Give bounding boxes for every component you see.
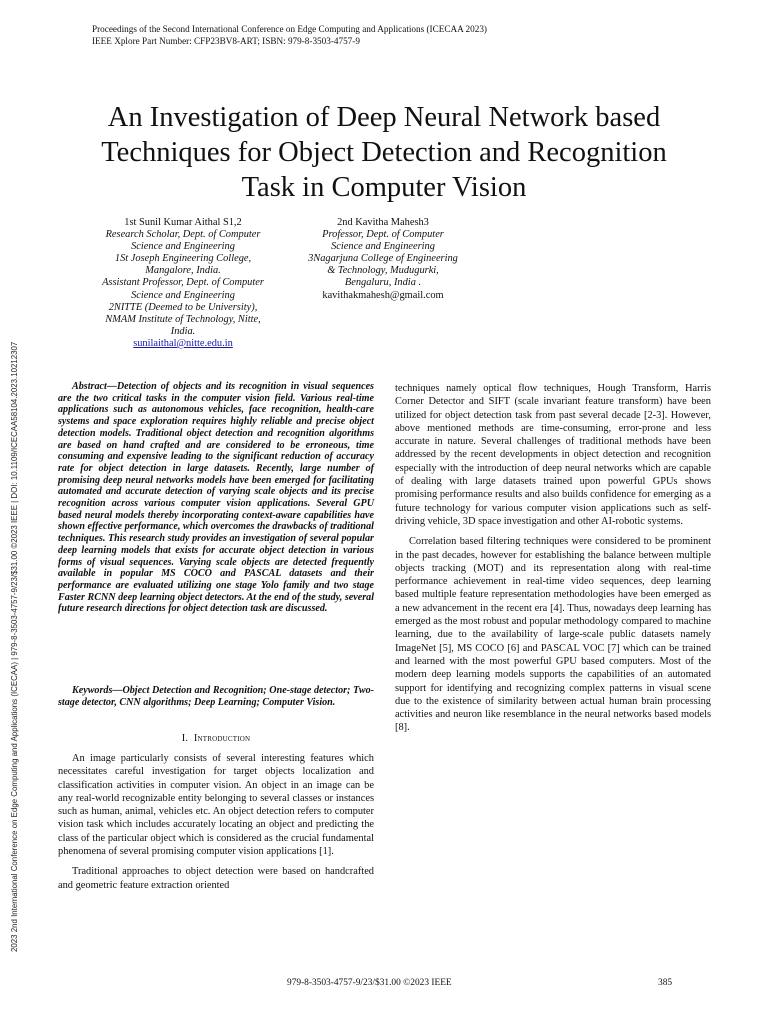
author-1-affiliation: 2NITTE (Deemed to be University), — [108, 301, 258, 313]
author-2-affiliation: Bengaluru, India . — [344, 277, 422, 289]
footer-copyright: 979-8-3503-4757-9/23/$31.00 ©2023 IEEE — [287, 978, 452, 988]
section-number: I. — [181, 733, 189, 744]
keywords-label: Keywords— — [72, 685, 123, 696]
author-2-name: 2nd Kavitha Mahesh3 — [337, 217, 429, 228]
author-1-affiliation: Science and Engineering — [131, 289, 235, 301]
conference-header — [92, 23, 487, 47]
author-2-affiliation: 3Nagarjuna College of Engineering — [308, 253, 458, 265]
author-1-name: 1st Sunil Kumar Aithal S1,2 — [124, 217, 242, 228]
title-line-1: An Investigation of Deep Neural Network based — [107, 102, 661, 133]
section-heading-introduction — [58, 733, 374, 744]
keywords — [58, 685, 374, 708]
paragraph: An image particularly consists of several interesting features which necessitates careful investigation for target objects localization and classification activities in computer vision. An object in an image can be any real-world recognizable entity belonging to several classes or instances such as human, animal, vehicles etc. An object detection refers to computer vision task which includes accurately locating an object and predicting the class of the particular object which is considered as the crucial fundamental phenomena of several promising computer vision applications [1]. — [58, 753, 374, 858]
author-1-affiliation: Science and Engineering — [131, 241, 235, 253]
author-1-affiliation: NMAM Institute of Technology, Nitte, — [105, 313, 261, 325]
paragraph: techniques namely optical flow techniques, Hough Transform, Harris Corner Detector and SIFT (scale invariant feature transform) have been utilized for object detection task from past several decade [2-3]. However, above mentioned methods are time-consuming, error-prone and less accurate in nature. Several challenges of traditional methods have been addressed by the recent developments in object detection and recognition especially with the introduction of deep neural networks which are capable of dealing with large datasets trained upon powerful GPUs shows promising performance results and also builds confidence for emerging as a future technology for various computer vision applications such as self-driving vehicle, 3D space investigation and other AI-robotic systems. — [395, 383, 711, 527]
author-2-affiliation: Science and Engineering — [331, 241, 435, 253]
left-column-body — [58, 752, 374, 892]
paragraph: Traditional approaches to object detection were based on handcrafted and geometric feature extraction oriented — [58, 866, 374, 891]
author-2-affiliation: & Technology, Mudugurki, — [327, 265, 439, 277]
author-1-affiliation: 1St Joseph Engineering College, — [114, 253, 252, 265]
doi-side-text: 2023 2nd International Conference on Edge Computing and Applications (ICECAA) | 979-8-3503-4757-9/23/$31.00 ©2023 IEEE | DOI: 10.1109/ICECAA58104.2023.10212307 — [10, 341, 19, 952]
title-line-2: Techniques for Object Detection and Recognition — [101, 137, 667, 168]
section-title: Introduction — [193, 733, 251, 744]
right-column-body — [395, 382, 711, 735]
author-2-block — [258, 217, 508, 302]
title-line-3: Task in Computer Vision — [241, 172, 527, 203]
page-number: 385 — [658, 978, 673, 988]
part-number-line: IEEE Xplore Part Number: CFP23BV8-ART; ISBN: 979-8-3503-4757-9 — [92, 36, 360, 46]
author-1-affiliation: Mangalore, India. — [145, 265, 221, 277]
author-1-affiliation: Research Scholar, Dept. of Computer — [105, 229, 261, 241]
keywords-text: Object Detection and Recognition; One-stage detector; Two-stage detector, CNN algorithms; Deep Learning; Computer Vision. — [58, 685, 374, 708]
author-2-affiliation: Professor, Dept. of Computer — [322, 229, 444, 241]
conference-line: Proceedings of the Second International Conference on Edge Computing and Applications (ICECAA 2023) — [92, 24, 487, 34]
abstract-text: Detection of objects and its recognition in visual sequences are the two critical tasks in the computer vision field. Various real-time applications such as autonomous vehicles, face recognition, health-care systems and space exploration requires highly reliable and precise object detection models. Traditional object detection and recognition algorithms are based on hand crafted and are considered to be erroneous, time consuming and expensive leading to the significant reduction of accuracy rate for object detection in large datasets. Recently, large number of promising deep neural networks models have been emerged for facilitating automated and accurate detection of varying scale objects and its precise recognition across various computer vision applications. Several GPU based neural models thereby incorporating context-aware capabilities have shown effective performance, which overcomes the drawbacks of traditional techniques. This research study provides an investigation of several popular deep learning models that exists for accurate object detection in various forms of visual sequences. Varying scale objects are detected frequently available in popular MS COCO and PASCAL datasets and their performance are evaluated utilizing one stage Yolo family and two stage Faster RCNN deep learning object detectors. At the end of the study, several future research directions for object detection task are discussed. — [58, 381, 374, 615]
author-1-email-link[interactable]: sunilaithal@nitte.edu.in — [133, 337, 233, 349]
author-2-email: kavithakmahesh@gmail.com — [322, 289, 444, 301]
author-1-affiliation: Assistant Professor, Dept. of Computer — [102, 277, 264, 289]
author-1-affiliation: India. — [170, 325, 196, 337]
doi-side-note — [0, 0, 22, 1024]
abstract — [58, 381, 374, 615]
paragraph: Correlation based filtering techniques were considered to be prominent in the past decades, however for establishing the balance between multiple objects tracking (MOT) and its representation along with real-time performance achievement in real-time video sequences, deep learning based multiple feature representation methodologies have been emerged as a new advancement in the recent era [4]. Thus, nowadays deep learning has emerged as the most robust and popular methodology compared to machine learning, due to the availability of large-scale public datasets namely ImageNet [5], MS COCO [6] and PASCAL VOC [7] which can be trained and learned with the most powerful GPU based computers. Most of the modern deep learning models supports the capabilities of an automated support for identifying and recognizing complex patterns in visual scene due to the existence of similarity between actual human brain processing activities and neuron like resemblance in the neural networks based models [8]. — [395, 536, 711, 734]
abstract-label: Abstract— — [72, 381, 117, 392]
paper-title — [40, 100, 728, 205]
